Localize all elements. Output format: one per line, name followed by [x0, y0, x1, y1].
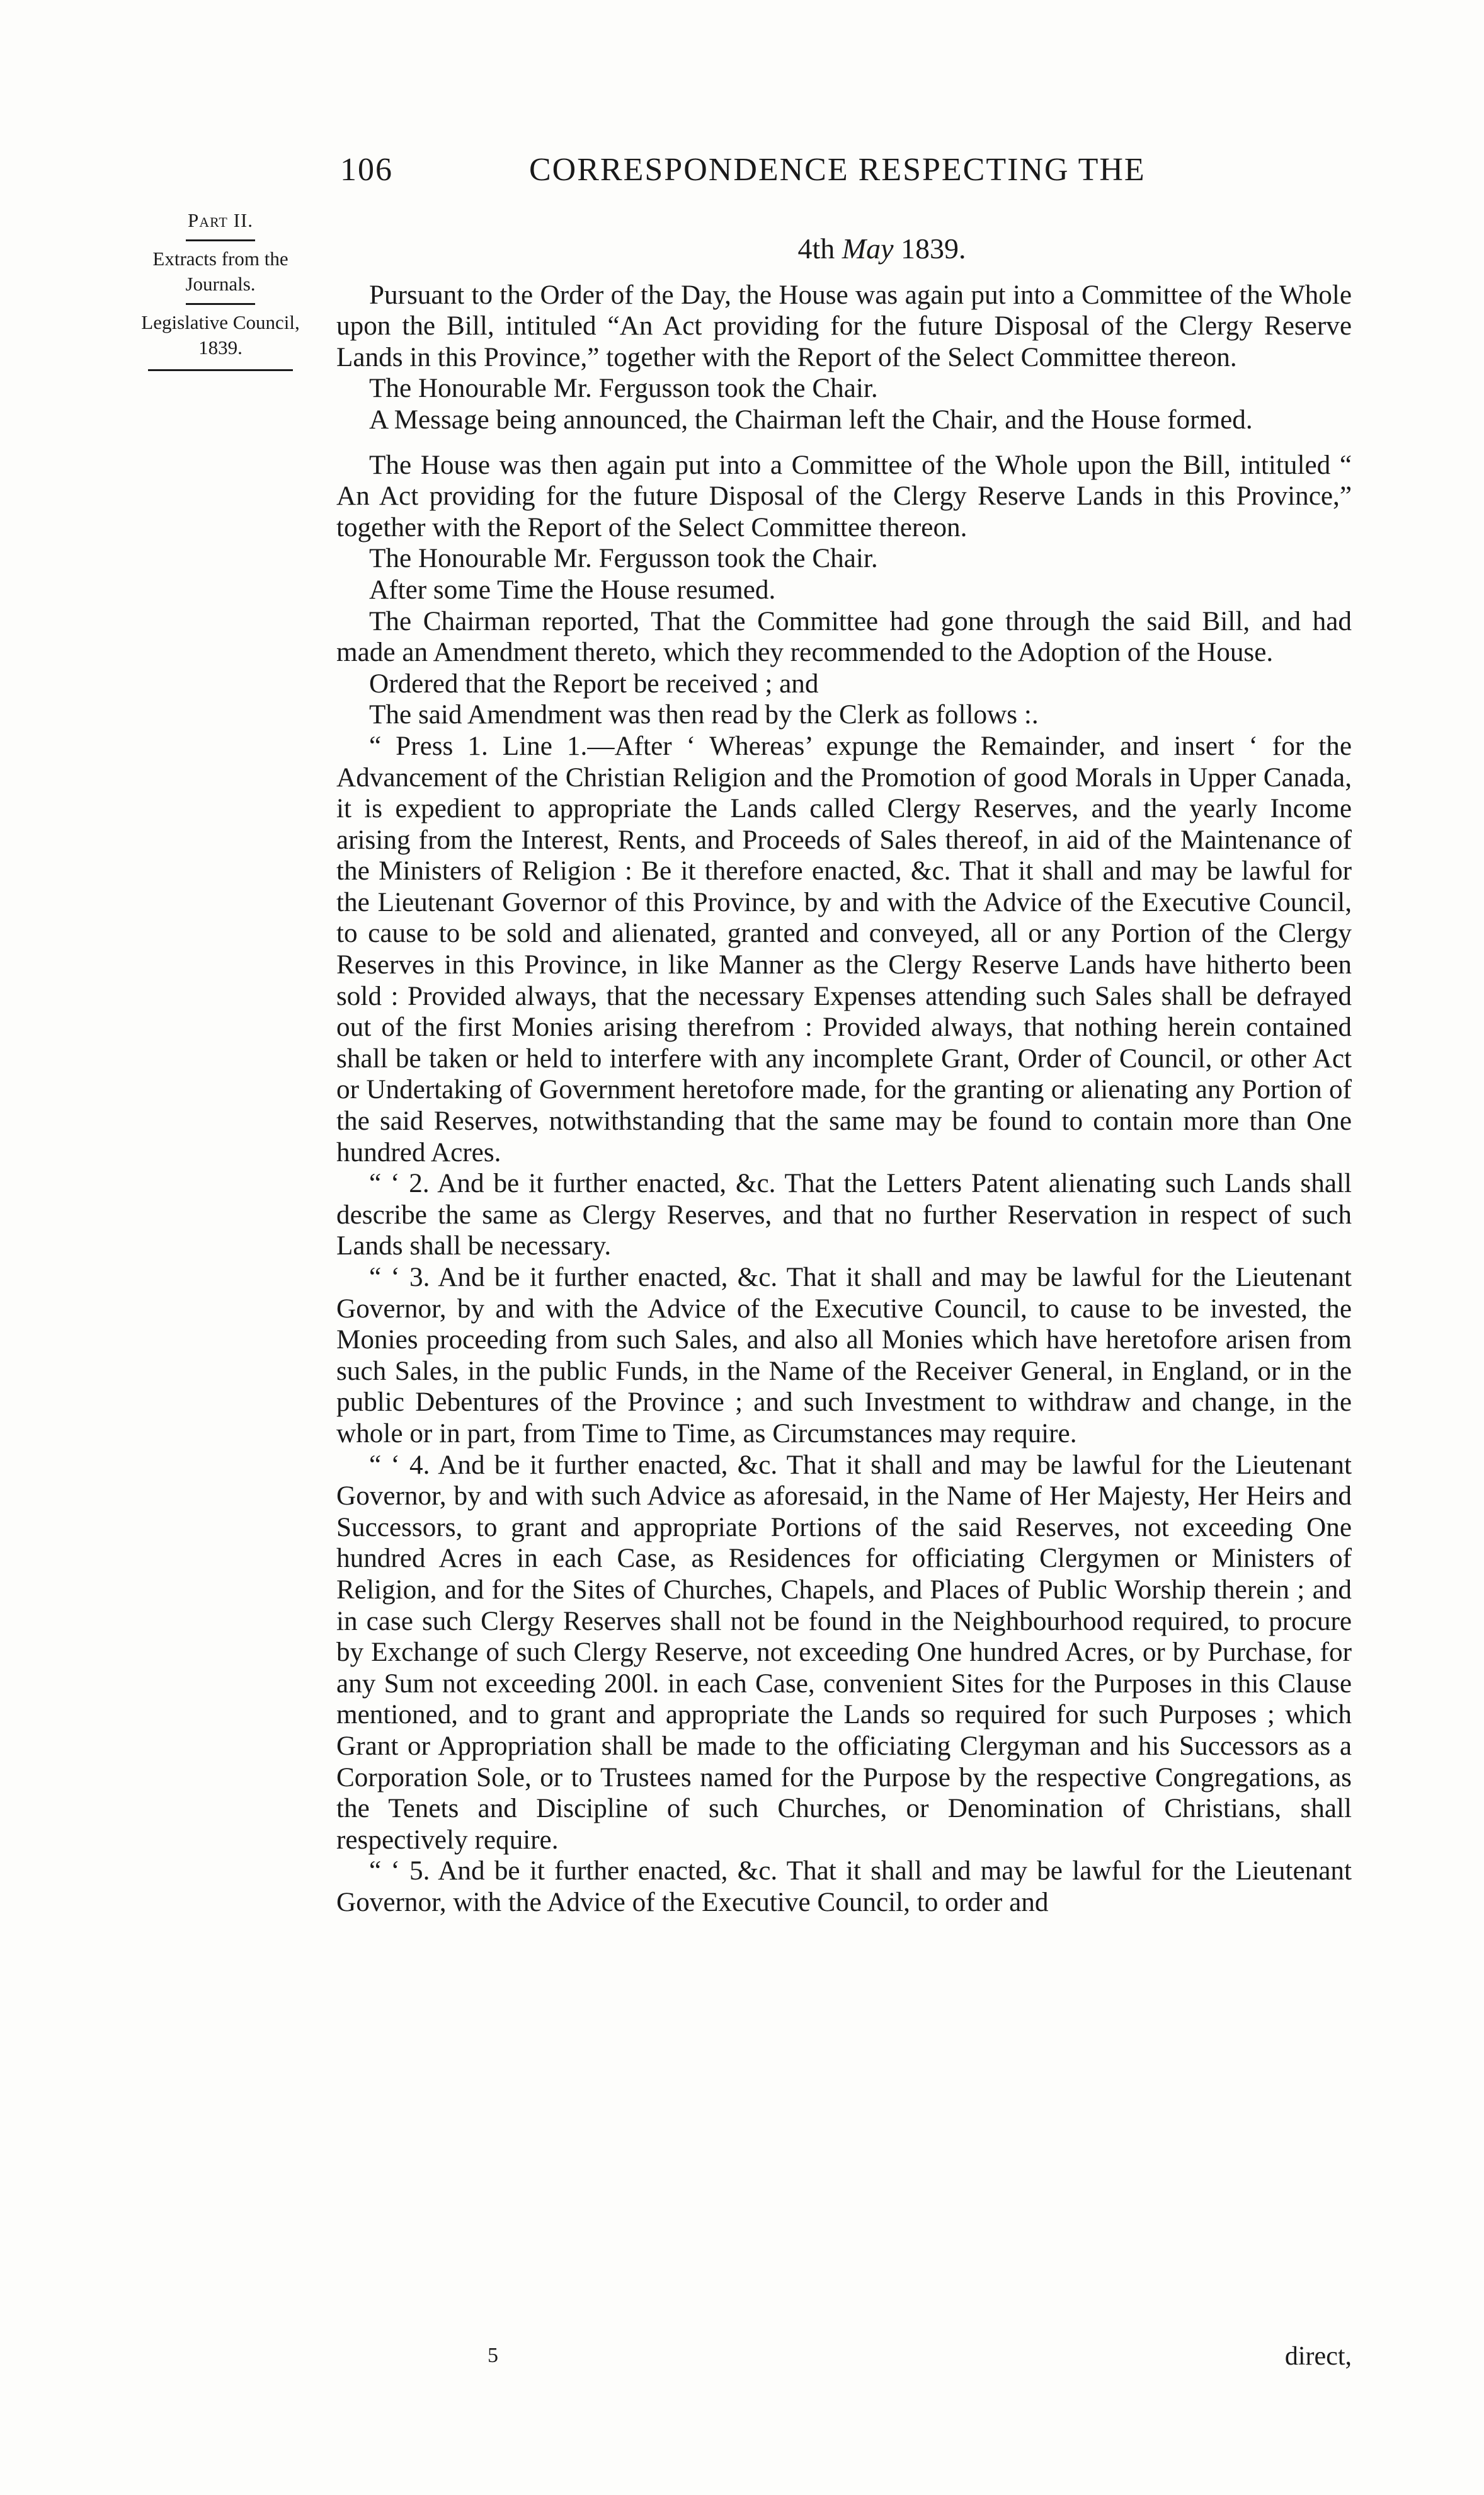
amendment-clause: “ Press 1. Line 1.—After ‘ Whereas’ expunge the Remainder, and insert ‘ for the Advancement of the Christian Religion and the Promotion of good Morals in Upper Canada, it is expedient to appropriate the Lands called Clergy Reserves, and the yearly Income arising from the Interest, Rents, and Proceeds of Sales thereof, in aid of the Maintenance of the Ministers of Religion : Be it therefore enacted, &c. That it shall and may be lawful for the Lieutenant Governor of this Province, by and with the Advice of the Executive Council, to cause to be sold and alienated, granted and conveyed, all or any Portion of the Clergy Reserves in this Province, in like Manner as the Clergy Reserve Lands have hitherto been sold : Provided always, that the necessary Expenses attending such Sales shall be defrayed out of the first Monies arising therefrom : Provided always, that nothing herein contained shall be taken or held to interfere with any incomplete Grant, Order of Council, or other Act or Undertaking of Government heretofore made, for the granting or alienating any Portion of the said Reserves, notwithstanding that the same may be found to contain more than One hundred Acres. [336, 731, 1352, 1167]
margin-section-label: Extracts from the Journals. [152, 248, 288, 295]
amendment-clause: “ ‘ 4. And be it further enacted, &c. That it shall and may be lawful for the Lieutenant Governor, by and with such Advice as aforesaid, in the Name of Her Majesty, Her Heirs and Successors, to grant and appropriate Portions of the said Reserves, not exceeding One hundred Acres in each Case, as Residences for officiating Clergymen or Ministers of Religion, and for the Sites of Churches, Chapels, and Places of Public Worship therein ; and in case such Clergy Reserves shall not be found in the Neighbourhood required, to procure by Exchange of such Clergy Reserve, not exceeding One hundred Acres, or by Purchase, for any Sum not exceeding 200l. in each Case, convenient Sites for the Purposes in this Clause mentioned, and to grant and appropriate the Lands so required for such Purposes ; which Grant or Appropriation shall be made to the officiating Clergyman and his Successors as a Corporation Sole, or to Trustees named for the Purpose by the respective Congregations, as the Tenets and Discipline of such Churches, or Denomination of Christians, shall respectively require. [336, 1450, 1352, 1855]
paragraph: Ordered that the Report be received ; and [369, 668, 819, 699]
paragraph: The House was then again put into a Committee of the Whole upon the Bill, intituled “ An Act providing for the future Disposal of the Clergy Reserve Lands in this Province,” together with the Report of the Select Committee thereon. [336, 450, 1352, 542]
paragraph: The said Amendment was then read by the Clerk as follows :. [369, 700, 1039, 730]
running-title: CORRESPONDENCE RESPECTING THE [529, 152, 1146, 188]
paragraph: The Honourable Mr. Fergusson took the Chair. [369, 374, 878, 404]
paragraph: After some Time the House resumed. [369, 575, 776, 605]
session-date [336, 233, 1352, 265]
amendment-clause: “ ‘ 5. And be it further enacted, &c. That it shall and may be lawful for the Lieutenant Governor, with the Advice of the Executive Council, to order and [336, 1856, 1352, 1917]
catchword: direct, [1284, 2342, 1352, 2371]
margin-year-label: 1839. [198, 336, 243, 358]
main-text [336, 227, 1352, 1918]
margin-note [126, 208, 315, 371]
margin-body-label: Legislative Council, [141, 311, 300, 333]
margin-rule [148, 369, 293, 371]
paragraph: The Honourable Mr. Fergusson took the Chair. [369, 544, 878, 574]
date-day: 4th [797, 232, 835, 265]
signature-mark: 5 [488, 2344, 498, 2367]
paragraph: The Chairman reported, That the Committee had gone through the said Bill, and had made an Amendment thereto, which they recommended to the Adoption of the House. [336, 606, 1352, 668]
date-year: 1839. [901, 232, 966, 265]
margin-rule [186, 239, 255, 241]
page-header [340, 151, 1184, 202]
amendment-clause: “ ‘ 2. And be it further enacted, &c. That the Letters Patent alienating such Lands shall describe the same as Clergy Reserves, and that no further Reservation in respect of such Lands shall be necessary. [336, 1169, 1352, 1261]
amendment-clause: “ ‘ 3. And be it further enacted, &c. That it shall and may be lawful for the Lieutenant Governor, by and with the Advice of the Executive Council, to cause to be invested, the Monies proceeding from such Sales, and also all Monies which have heretofore arisen from such Sales, in the public Funds, in the Name of the Receiver General, in England, or in the public Debentures of the Province ; and such Investment to withdraw and change, in the whole or in part, from Time to Time, as Circumstances may require. [336, 1263, 1352, 1448]
page-footer [336, 2341, 1352, 2379]
date-month: May [842, 232, 894, 265]
paragraph: Pursuant to the Order of the Day, the House was again put into a Committee of the Whole upon the Bill, intituled “An Act providing for the future Disposal of the Clergy Reserve Lands in this Province,” together with the Report of the Select Committee thereon. [336, 280, 1352, 372]
margin-part-label: Part II. [187, 209, 254, 231]
margin-rule [186, 303, 255, 305]
page-number: 106 [340, 152, 393, 188]
paragraph: A Message being announced, the Chairman left the Chair, and the House formed. [369, 404, 1253, 435]
